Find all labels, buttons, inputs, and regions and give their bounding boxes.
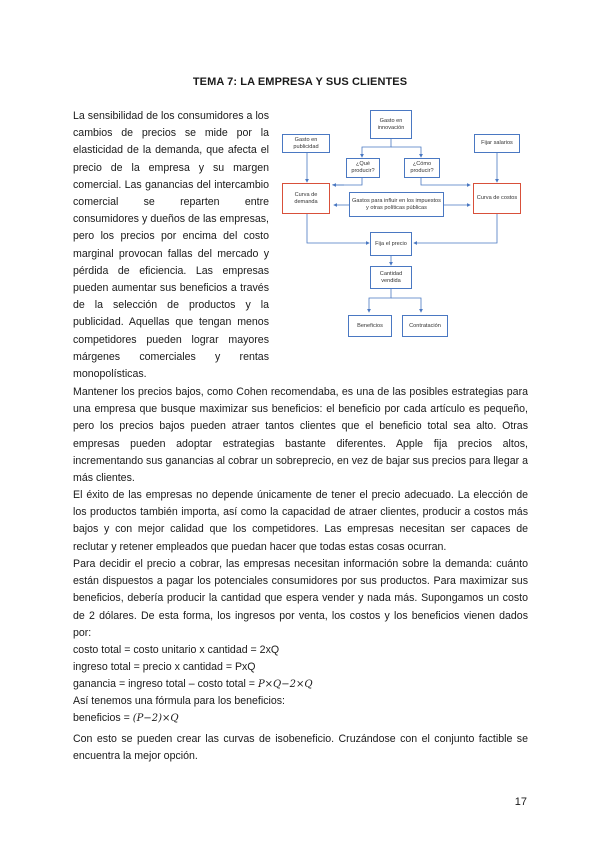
- box-beneficios: [348, 315, 392, 337]
- closing-paragraph: Con esto se pueden crear las curvas de isobeneficio. Cruzándose con el conjunto factible se encuentra la mejor opción.: [73, 733, 528, 763]
- label-fijar-salarios: Fijar salarios: [481, 140, 513, 147]
- label-fija-precio: Fija el precio: [375, 240, 407, 247]
- formula-profit-math: P×Q−2×Q: [257, 679, 313, 690]
- formula-benefit-text: beneficios =: [73, 712, 133, 724]
- box-gasto-publicidad: [282, 134, 330, 153]
- label-gastos-influir: Gastos para influir en los impuestos y otras políticas públicas: [352, 197, 441, 211]
- box-que-producir: [346, 158, 380, 178]
- box-contratacion: [402, 315, 448, 337]
- paragraph-3: El éxito de las empresas no depende únicamente de tener el precio adecuado. La elección de los productos también importa, así como la capacidad de atraer clientes, producir a costos más bajos y con mejor calidad que los competidores. Las empresas necesitan ser capaces de reclutar y retener empleados que puedan hacer que todas estas cosas ocurran.: [73, 489, 528, 553]
- arrow-como-costos: [421, 178, 470, 185]
- arrow-cantidad-beneficios: [369, 289, 391, 312]
- formula-benefit-math: (P−2)×Q: [132, 713, 179, 724]
- arrow-demanda-precio: [307, 214, 369, 243]
- box-curva-demanda: [282, 183, 330, 214]
- formula-intro: Así tenemos una fórmula para los beneficios:: [73, 695, 285, 707]
- label-que-producir: ¿Qué producir?: [351, 161, 375, 174]
- label-beneficios: Beneficios: [357, 322, 383, 329]
- arrow-costos-precio: [414, 214, 497, 243]
- formula-profit-text: ganancia = ingreso total – costo total =: [73, 678, 258, 690]
- arrow-cantidad-contratacion: [391, 298, 421, 312]
- box-cantidad-vendida: [370, 266, 412, 289]
- arrow-innovation-como: [391, 147, 421, 157]
- box-gastos-influir: [349, 192, 444, 217]
- page-title: TEMA 7: LA EMPRESA Y SUS CLIENTES: [192, 76, 408, 88]
- box-gasto-innovacion: [370, 110, 412, 139]
- label-gasto-innovacion: Gasto en innovación: [377, 117, 405, 131]
- label-cantidad-vendida: Cantidad vendida: [379, 270, 403, 284]
- formula-profit: [73, 676, 313, 693]
- label-gasto-publicidad: Gasto en publicidad: [293, 136, 319, 150]
- intro-paragraph: La sensibilidad de los consumidores a los cambios de precios se mide por la elasticidad de la demanda, que afecta el precio de la empresa y su margen comercial. Las ganancias del intercambio comercial se reparten entre consumidores y dueños de las empresas, pero los precios por encima del costo marginal provocan fallas del mercado y pérdida de eficiencia. Las empresas pueden aumentar sus beneficios a través de la selección de productos y la publicidad. Aquellas que tengan menos competidores pueden lograr mayores márgenes comerciales y rentas monopolísticas.: [73, 110, 269, 381]
- arrow-que-demanda: [333, 178, 362, 185]
- arrow-innovation-que: [362, 139, 391, 157]
- page-number: 17: [514, 796, 527, 808]
- formula-cost: costo total = costo unitario x cantidad = 2xQ: [73, 644, 280, 656]
- box-fijar-salarios: [474, 134, 520, 153]
- formula-revenue: ingreso total = precio x cantidad = PxQ: [73, 661, 256, 673]
- label-contratacion: Contratación: [409, 322, 441, 329]
- box-fija-precio: [370, 232, 412, 256]
- label-curva-demanda: Curva de demanda: [294, 191, 318, 205]
- box-como-producir: [404, 158, 440, 178]
- paragraph-4: Para decidir el precio a cobrar, las empresas necesitan información sobre la demanda: cuánto están dispuestos a pagar los potenciales consumidores por sus productos. Para maximizar sus beneficios, debería producir la cantidad que espera vender y nada más. Supongamos un costo de 2 dólares. De esta forma, los ingresos por venta, los costos y los beneficios vienen dados por:: [73, 558, 528, 639]
- formula-benefit: [73, 710, 179, 727]
- flow-diagram: [278, 106, 528, 346]
- label-como-producir: ¿Cómo producir?: [410, 161, 434, 174]
- label-curva-costos: Curva de costos: [476, 195, 518, 202]
- box-curva-costos: [473, 183, 521, 214]
- paragraph-2: Mantener los precios bajos, como Cohen recomendaba, es una de las posibles estrategias para una empresa que busque maximizar sus beneficios: el beneficio por cada artículo es pequeño, pero los precios bajos pueden atraer tantos clientes que el beneficio total sea alto. Otras empresas pueden adoptar estrategias bastante diferentes. Apple fija precios altos, incrementando sus ganancias al cobrar un sobreprecio, en vez de bajar sus precios para llegar a más clientes.: [73, 386, 528, 485]
